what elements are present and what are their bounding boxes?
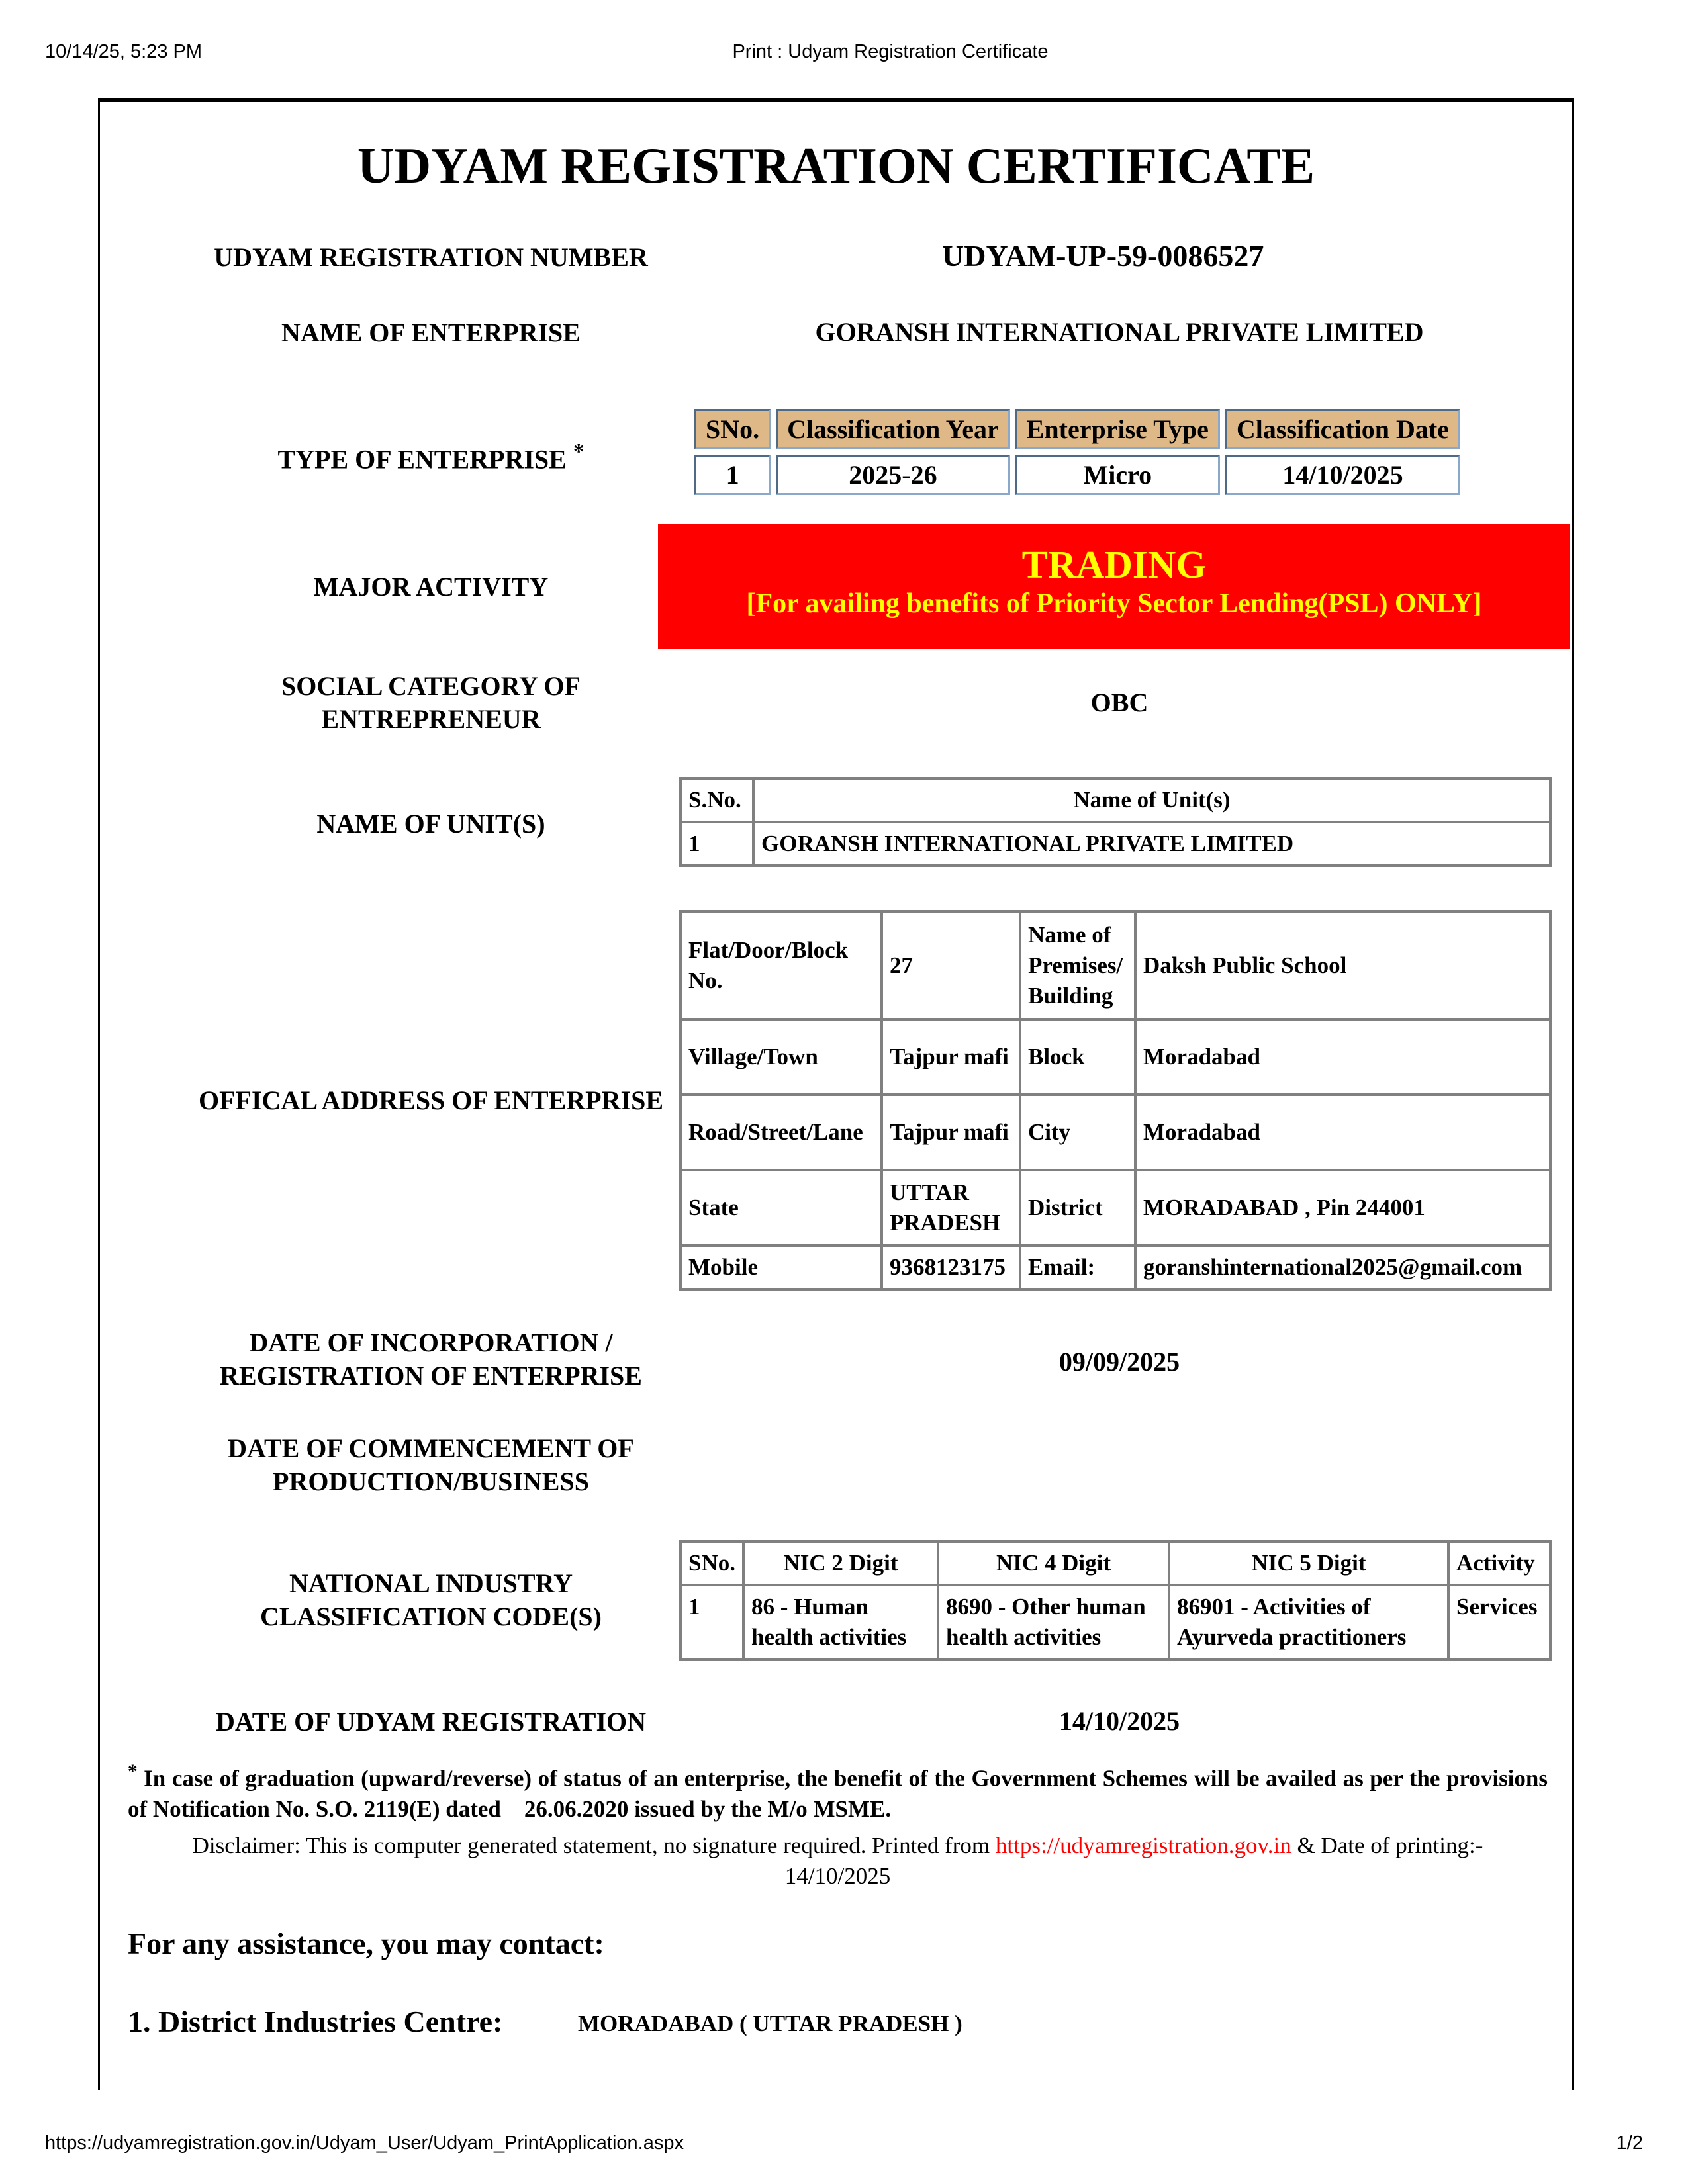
field-label: Mobile (680, 1246, 882, 1289)
label-line: REGISTRATION OF ENTERPRISE (220, 1361, 642, 1390)
footnote (128, 1756, 1554, 1825)
label-line: PRODUCTION/BUSINESS (273, 1467, 589, 1496)
table-header-row (694, 409, 1460, 449)
field-label: Road/Street/Lane (680, 1095, 882, 1170)
col-header: SNo. (680, 1541, 743, 1585)
cell: 14/10/2025 (1225, 455, 1460, 495)
footnote-text: In case of graduation (upward/reverse) of status of an enterprise, the benefit of the Government Schemes will be availed as per the provisions of Notification No. S.O. 2119(E) dated 26.06.2020 issued by the M/o MSME. (128, 1765, 1554, 1822)
cell: Micro (1015, 455, 1220, 495)
social-category-value: OBC (1090, 688, 1149, 717)
major-activity-value: TRADING (1021, 543, 1207, 586)
cell: Services (1448, 1585, 1550, 1659)
col-header: NIC 4 Digit (938, 1541, 1169, 1585)
disclaimer-suffix: & Date of printing:- (1291, 1833, 1483, 1858)
udyam-date-label: DATE OF UDYAM REGISTRATION (215, 1707, 647, 1737)
label-line: NATIONAL INDUSTRY (289, 1569, 573, 1598)
dic-label: 1. District Industries Centre: (128, 2005, 503, 2038)
certificate-frame (98, 98, 1574, 2090)
table-row (680, 1019, 1550, 1095)
table-row (680, 1246, 1550, 1289)
field-value: UTTAR PRADESH (882, 1170, 1020, 1246)
print-page-title: Print : Udyam Registration Certificate (732, 41, 1049, 62)
col-header: Name of Unit(s) (753, 778, 1550, 822)
label-line: SOCIAL CATEGORY OF (281, 671, 581, 701)
table-row (680, 911, 1550, 1019)
table-row (680, 1585, 1550, 1659)
field-value: Tajpur mafi (882, 1019, 1020, 1095)
asterisk: * (128, 1761, 138, 1782)
col-header: NIC 2 Digit (743, 1541, 938, 1585)
disclaimer (128, 1831, 1548, 1891)
cell: 1 (680, 1585, 743, 1659)
col-header: Activity (1448, 1541, 1550, 1585)
label-line: ENTREPRENEUR (321, 704, 541, 734)
cell: GORANSH INTERNATIONAL PRIVATE LIMITED (753, 822, 1550, 866)
field-label: State (680, 1170, 882, 1246)
table-header-row (680, 1541, 1550, 1585)
col-header: Classification Year (776, 409, 1010, 449)
cell: 2025-26 (776, 455, 1010, 495)
table-header-row (680, 778, 1550, 822)
cell: 86 - Human health activities (743, 1585, 938, 1659)
dic-value: MORADABAD ( UTTAR PRADESH ) (578, 2011, 962, 2036)
label-line: DATE OF COMMENCEMENT OF (228, 1433, 634, 1463)
enterprise-name-value: GORANSH INTERNATIONAL PRIVATE LIMITED (815, 317, 1424, 347)
udyam-date-value: 14/10/2025 (1058, 1706, 1180, 1736)
asterisk: * (573, 439, 585, 464)
print-datetime: 10/14/25, 5:23 PM (45, 41, 202, 62)
units-label: NAME OF UNIT(S) (316, 809, 545, 839)
label-line: DATE OF INCORPORATION / (249, 1328, 613, 1357)
field-value: Daksh Public School (1135, 911, 1550, 1019)
cell: 86901 - Activities of Ayurveda practitioners (1169, 1585, 1448, 1659)
field-value: MORADABAD , Pin 244001 (1135, 1170, 1550, 1246)
field-label: District (1020, 1170, 1135, 1246)
field-label: Flat/Door/Block No. (680, 911, 882, 1019)
table-row (680, 1170, 1550, 1246)
col-header: NIC 5 Digit (1169, 1541, 1448, 1585)
enterprise-type-label (100, 435, 762, 476)
label-line: CLASSIFICATION CODE(S) (259, 1602, 602, 1631)
cell: 8690 - Other human health activities (938, 1585, 1169, 1659)
table-row (680, 1095, 1550, 1170)
nic-table (679, 1540, 1552, 1661)
reg-number-label: UDYAM REGISTRATION NUMBER (214, 242, 648, 272)
field-value: 27 (882, 911, 1020, 1019)
table-row (680, 822, 1550, 866)
print-footer-page: 1/2 (1616, 2132, 1643, 2154)
assistance-heading: For any assistance, you may contact: (128, 1927, 604, 1960)
major-activity-note: [For availing benefits of Priority Sector Lending(PSL) ONLY] (746, 588, 1482, 619)
address-table (679, 910, 1552, 1291)
col-header: Classification Date (1225, 409, 1460, 449)
print-date: 14/10/2025 (784, 1863, 891, 1889)
field-label: Village/Town (680, 1019, 882, 1095)
field-value: Moradabad (1135, 1019, 1550, 1095)
address-label: OFFICAL ADDRESS OF ENTERPRISE (199, 1085, 663, 1115)
field-label: City (1020, 1095, 1135, 1170)
commencement-label (100, 1432, 762, 1498)
field-label: Email: (1020, 1246, 1135, 1289)
cell: 1 (694, 455, 771, 495)
cell: 1 (680, 822, 753, 866)
col-header: S.No. (680, 778, 753, 822)
classification-table (689, 404, 1466, 500)
table-row (694, 455, 1460, 495)
field-value: Tajpur mafi (882, 1095, 1020, 1170)
major-activity-label: MAJOR ACTIVITY (313, 572, 549, 602)
field-value: 9368123175 (882, 1246, 1020, 1289)
site-link[interactable]: https://udyamregistration.gov.in (995, 1833, 1291, 1858)
email-value: goranshinternational2025@gmail.com (1135, 1246, 1550, 1289)
col-header: Enterprise Type (1015, 409, 1220, 449)
field-label: Block (1020, 1019, 1135, 1095)
certificate-title: UDYAM REGISTRATION CERTIFICATE (357, 137, 1315, 194)
field-value: Moradabad (1135, 1095, 1550, 1170)
nic-label (100, 1567, 762, 1633)
enterprise-type-label-text: TYPE OF ENTERPRISE (277, 444, 567, 475)
incorporation-value: 09/09/2025 (1058, 1347, 1180, 1377)
reg-number-value: UDYAM-UP-59-0086527 (942, 239, 1264, 273)
major-activity-banner (658, 524, 1570, 649)
field-label: Name of Premises/ Building (1020, 911, 1135, 1019)
disclaimer-text: Disclaimer: This is computer generated statement, no signature required. Printed from (192, 1833, 996, 1858)
col-header: SNo. (694, 409, 771, 449)
print-footer-url: https://udyamregistration.gov.in/Udyam_User/Udyam_PrintApplication.aspx (45, 2132, 684, 2154)
units-table (679, 777, 1552, 867)
enterprise-name-label: NAME OF ENTERPRISE (281, 318, 581, 347)
